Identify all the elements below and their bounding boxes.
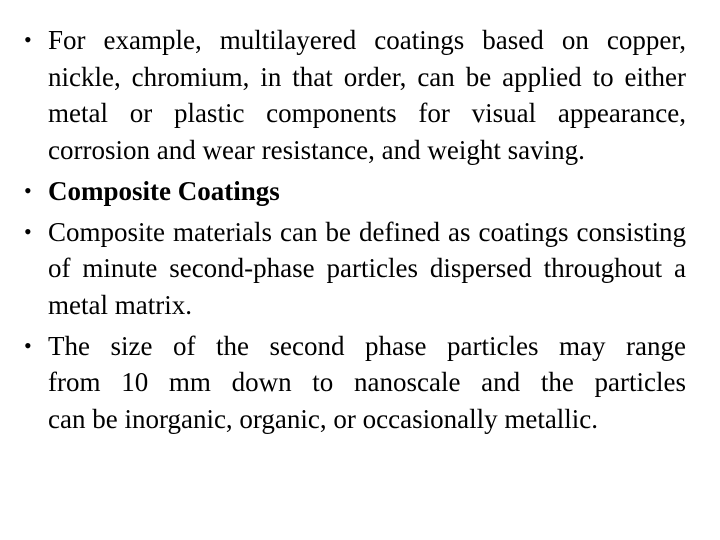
section-heading: Composite Coatings [48, 175, 280, 206]
bullet-text: For example, multilayered coatings based on copper, nickle, chromium, in that order, can be applied to either metal or plastic components for visual appearance, corrosion and wear resistance, and weight saving. [48, 25, 686, 165]
bullet-text-line: can be inorganic, organic, or occasionally metallic. [48, 403, 599, 434]
bullet-icon: • [24, 218, 32, 244]
bullet-list [22, 22, 686, 442]
bullet-icon: • [24, 27, 32, 52]
bullet-item-particle-size [22, 328, 686, 438]
bullet-text [48, 328, 686, 438]
bullet-text-line: The size of the second phase particles may range [48, 330, 686, 361]
bullet-text: Composite materials can be defined as coatings consisting of minute second-phase particles dispersed throughout a metal matrix. [48, 216, 686, 320]
bullet-icon: • [24, 332, 32, 358]
bullet-icon: • [24, 177, 32, 203]
bullet-item-composite-definition [22, 214, 686, 324]
bullet-item-multilayered-coatings [22, 22, 686, 168]
bullet-text-line: from 10 mm down to nanoscale and the particles [48, 367, 686, 397]
bullet-item-composite-coatings-heading [22, 173, 686, 210]
